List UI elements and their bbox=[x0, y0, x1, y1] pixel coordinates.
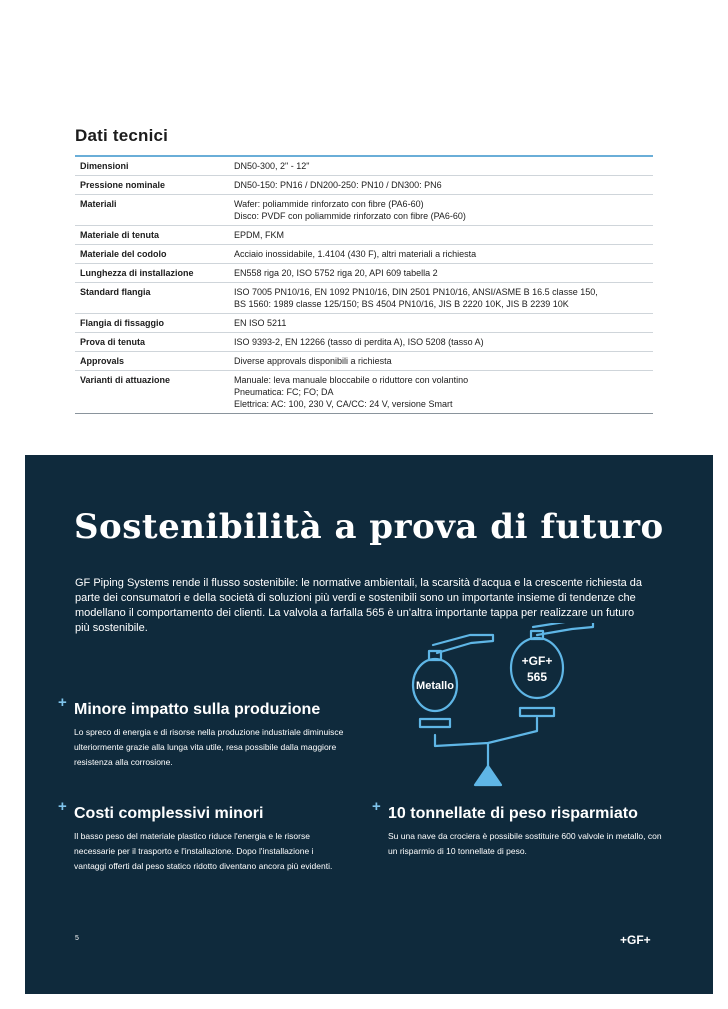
table-row bbox=[75, 226, 653, 245]
spec-value-line: ISO 9393-2, EN 12266 (tasso di perdita A), ISO 5208 (tasso A) bbox=[234, 337, 484, 347]
spec-label: Pressione nominale bbox=[75, 176, 228, 195]
page-number: 5 bbox=[75, 935, 79, 942]
spec-value bbox=[228, 195, 653, 226]
spec-value bbox=[228, 226, 653, 245]
technical-data-section bbox=[75, 126, 653, 414]
table-row bbox=[75, 352, 653, 371]
spec-value-line: EN ISO 5211 bbox=[234, 318, 287, 328]
spec-value bbox=[228, 264, 653, 283]
spec-value-line: Acciaio inossidabile, 1.4104 (430 F), altri materiali a richiesta bbox=[234, 249, 477, 259]
spec-label: Flangia di fissaggio bbox=[75, 314, 228, 333]
spec-label: Prova di tenuta bbox=[75, 333, 228, 352]
spec-value bbox=[228, 314, 653, 333]
plus-icon: + bbox=[372, 798, 381, 815]
spec-value bbox=[228, 352, 653, 371]
spec-value-line: Disco: PVDF con poliammide rinforzato con fibre (PA6-60) bbox=[234, 211, 466, 221]
metal-valve-base bbox=[420, 719, 450, 727]
gf-label-model: 565 bbox=[526, 670, 548, 684]
spec-label: Approvals bbox=[75, 352, 228, 371]
spec-label: Materiale del codolo bbox=[75, 245, 228, 264]
spec-label: Standard flangia bbox=[75, 283, 228, 314]
table-row bbox=[75, 371, 653, 414]
table-row bbox=[75, 195, 653, 226]
spec-value-line: EPDM, FKM bbox=[234, 230, 285, 240]
spec-value bbox=[228, 283, 653, 314]
spec-label: Materiali bbox=[75, 195, 228, 226]
spec-value-line: DN50-300, 2" - 12" bbox=[234, 161, 310, 171]
table-row bbox=[75, 245, 653, 264]
spec-value-line: Diverse approvals disponibili a richiesta bbox=[234, 356, 392, 366]
spec-label: Materiale di tenuta bbox=[75, 226, 228, 245]
sustainability-title: Sostenibilità a prova di futuro bbox=[74, 507, 664, 547]
plus-icon: + bbox=[58, 694, 67, 711]
feature-text: Lo spreco di energia e di risorse nella produzione industriale diminuisce ulteriormente grazie alla lunga vita utile, resa possibile dalla maggiore resistenza alla corrosione. bbox=[74, 727, 344, 767]
spec-value-line: Elettrica: AC: 100, 230 V, CA/CC: 24 V, versione Smart bbox=[234, 399, 453, 409]
feature-weight-saved bbox=[372, 798, 673, 859]
table-row bbox=[75, 283, 653, 314]
spec-value bbox=[228, 333, 653, 352]
table-row bbox=[75, 333, 653, 352]
table-row bbox=[75, 264, 653, 283]
plus-icon: + bbox=[58, 798, 67, 815]
sustainability-panel bbox=[25, 455, 713, 994]
feature-text: Su una nave da crociera è possibile sostituire 600 valvole in metallo, con un risparmio di 10 tonnellate di peso. bbox=[388, 831, 662, 856]
spec-label: Lunghezza di installazione bbox=[75, 264, 228, 283]
spec-label: Varianti di attuazione bbox=[75, 371, 228, 414]
technical-data-heading: Dati tecnici bbox=[75, 126, 169, 145]
gf-logo: +GF+ bbox=[620, 933, 651, 947]
table-row bbox=[75, 314, 653, 333]
spec-value-line: Manuale: leva manuale bloccabile o riduttore con volantino bbox=[234, 375, 469, 385]
spec-value-line: EN558 riga 20, ISO 5752 riga 20, API 609 tabella 2 bbox=[234, 268, 438, 278]
spec-value-line: BS 1560: 1989 classe 125/150; BS 4504 PN10/16, JIS B 2220 10K, JIS B 2239 10K bbox=[234, 299, 569, 309]
spec-value-line: Wafer: poliammide rinforzato con fibre (PA6-60) bbox=[234, 199, 424, 209]
metal-label: Metallo bbox=[416, 680, 454, 692]
feature-lower-costs bbox=[58, 798, 344, 874]
metal-valve-lever bbox=[433, 635, 493, 653]
spec-value bbox=[228, 245, 653, 264]
gf-valve-lever bbox=[533, 623, 593, 635]
feature-text: Il basso peso del materiale plastico riduce l'energia e le risorse necessarie per il trasporto e l'installazione. Dopo l'installazione i vantaggi offerti dal peso statico ridotto diventano ancora più evidenti. bbox=[74, 831, 333, 871]
spec-value bbox=[228, 371, 653, 414]
table-row bbox=[75, 156, 653, 176]
spec-value bbox=[228, 176, 653, 195]
spec-value bbox=[228, 156, 653, 176]
gf-label-brand: +GF+ bbox=[521, 654, 553, 668]
technical-data-table bbox=[75, 155, 653, 414]
balance-fulcrum bbox=[475, 766, 501, 785]
feature-title: Minore impatto sulla produzione bbox=[74, 701, 321, 718]
feature-title: 10 tonnellate di peso risparmiato bbox=[388, 805, 638, 822]
spec-value-line: DN50-150: PN16 / DN200-250: PN10 / DN300: PN6 bbox=[234, 180, 442, 190]
feature-title: Costi complessivi minori bbox=[74, 805, 264, 822]
valve-balance-illustration bbox=[375, 623, 615, 793]
feature-production-impact bbox=[58, 694, 344, 770]
gf-valve-body bbox=[511, 638, 563, 698]
spec-value-line: ISO 7005 PN10/16, EN 1092 PN10/16, DIN 2501 PN10/16, ANSI/ASME B 16.5 classe 150, bbox=[234, 287, 598, 297]
table-row bbox=[75, 176, 653, 195]
spec-label: Dimensioni bbox=[75, 156, 228, 176]
spec-value-line: Pneumatica: FC; FO; DA bbox=[234, 387, 334, 397]
gf-valve-base bbox=[520, 708, 554, 716]
sustainability-intro: GF Piping Systems rende il flusso sostenibile: le normative ambientali, la scarsità d'acqua e la crescente richiesta da parte dei consumatori e della società di soluzioni più verdi e sostenibili sono un importante insieme di tendenze che modellano il comportamento dei clienti. La valvola a farfalla 565 è un'altra importante tappa per realizzare un futuro più sostenibile. bbox=[75, 577, 643, 634]
